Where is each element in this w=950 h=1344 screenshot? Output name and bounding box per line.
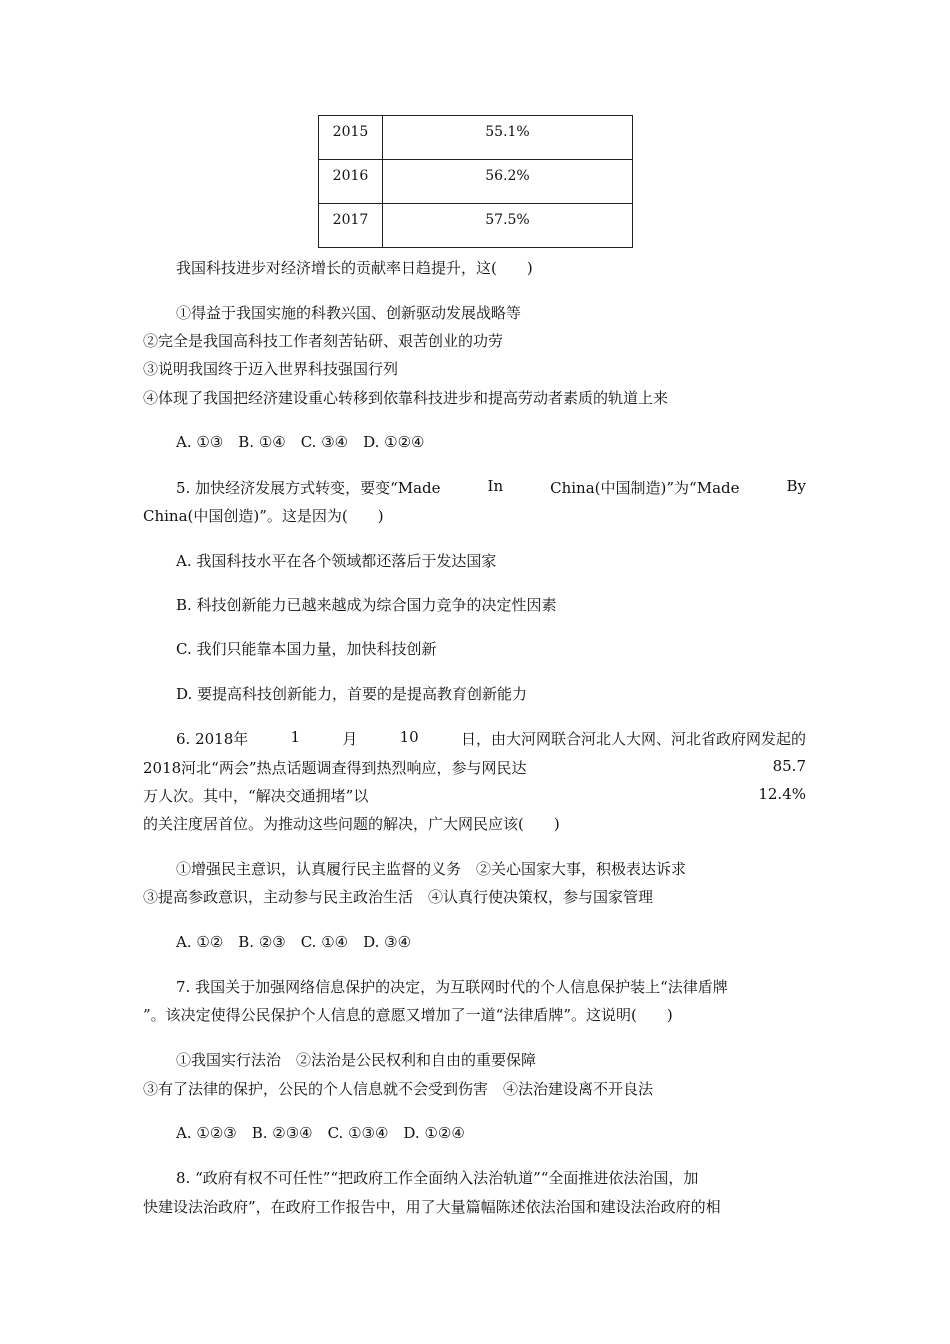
q8-stem-line-1: 8. “政府有权不可任性”“把政府工作全面纳入法治轨道”“全面推进依法治国，加	[176, 1169, 699, 1187]
rate-cell: 56.2%	[383, 160, 633, 204]
q6-line2-part-a: 2018河北“两会”热点话题调查得到热烈响应，参与网民达	[143, 759, 527, 777]
contribution-rate-table	[318, 115, 633, 248]
table-row	[319, 204, 633, 248]
q5-line1-part-c: China(中国制造)”为“Made	[550, 479, 740, 497]
table-row	[319, 160, 633, 204]
q7-stem-line-2: ”。该决定使得公民保护个人信息的意愿又增加了一道“法律盾牌”。这说明( )	[143, 1006, 673, 1024]
q7-answers: A. ①②③ B. ②③④ C. ①③④ D. ①②④	[176, 1124, 465, 1142]
q6-stem-line-3	[143, 785, 806, 806]
q6-line2-part-b: 85.7	[772, 757, 806, 775]
q6-line3-part-b: 12.4%	[758, 785, 806, 803]
year-cell: 2017	[319, 204, 383, 248]
q8-stem-line-2: 快建设法治政府”，在政府工作报告中，用了大量篇幅陈述依法治国和建设法治政府的相	[143, 1198, 721, 1216]
q6-line1-part-d: 10	[399, 728, 419, 746]
q4-option-3: ③说明我国终于迈入世界科技强国行列	[143, 360, 399, 378]
q6-line3-part-a: 万人次。其中，“解决交通拥堵”以	[143, 787, 369, 805]
q6-line1-part-a: 6. 2018年	[176, 730, 249, 748]
q5-line1-part-d: By	[786, 477, 806, 495]
q4-option-4: ④体现了我国把经济建设重心转移到依靠科技进步和提高劳动者素质的轨道上来	[143, 389, 669, 407]
q6-stem-line-1	[176, 728, 806, 749]
rate-cell: 55.1%	[383, 116, 633, 160]
q5-stem-line-2: China(中国创造)”。这是因为( )	[143, 507, 384, 525]
q7-options-3-4: ③有了法律的保护，公民的个人信息就不会受到伤害 ④法治建设离不开良法	[143, 1080, 654, 1098]
q6-line1-part-c: 月	[342, 730, 358, 748]
q7-stem-line-1: 7. 我国关于加强网络信息保护的决定，为互联网时代的个人信息保护装上“法律盾牌	[176, 978, 728, 996]
q5-line1-part-b: In	[487, 477, 504, 495]
q5-line1-part-a: 5. 加快经济发展方式转变，要变“Made	[176, 479, 441, 497]
q4-answers: A. ①③ B. ①④ C. ③④ D. ①②④	[176, 433, 425, 451]
q4-option-1: ①得益于我国实施的科教兴国、创新驱动发展战略等	[176, 304, 522, 322]
q4-option-2: ②完全是我国高科技工作者刻苦钻研、艰苦创业的功劳	[143, 332, 504, 350]
table-row	[319, 116, 633, 160]
q6-options-1-2: ①增强民主意识，认真履行民主监督的义务 ②关心国家大事，积极表达诉求	[176, 860, 687, 878]
q7-options-1-2: ①我国实行法治 ②法治是公民权利和自由的重要保障	[176, 1051, 537, 1069]
q6-line1-part-b: 1	[290, 728, 301, 746]
q5-option-d: D. 要提高科技创新能力，首要的是提高教育创新能力	[176, 685, 528, 703]
q6-answers: A. ①② B. ②③ C. ①④ D. ③④	[176, 933, 412, 951]
q5-option-a: A. 我国科技水平在各个领域都还落后于发达国家	[176, 552, 497, 570]
q5-stem-line-1	[176, 477, 806, 498]
q6-stem-line-2	[143, 757, 806, 778]
year-cell: 2016	[319, 160, 383, 204]
q4-stem: 我国科技进步对经济增长的贡献率日趋提升，这( )	[176, 259, 533, 277]
q6-line1-part-e: 日，由大河网联合河北人大网、河北省政府网发起的	[460, 730, 806, 748]
year-cell: 2015	[319, 116, 383, 160]
q6-options-3-4: ③提高参政意识，主动参与民主政治生活 ④认真行使决策权，参与国家管理	[143, 888, 654, 906]
q5-option-c: C. 我们只能靠本国力量，加快科技创新	[176, 640, 437, 658]
rate-cell: 57.5%	[383, 204, 633, 248]
q5-option-b: B. 科技创新能力已越来越成为综合国力竞争的决定性因素	[176, 596, 557, 614]
q6-stem-line-4: 的关注度居首位。为推动这些问题的解决，广大网民应该( )	[143, 815, 560, 833]
